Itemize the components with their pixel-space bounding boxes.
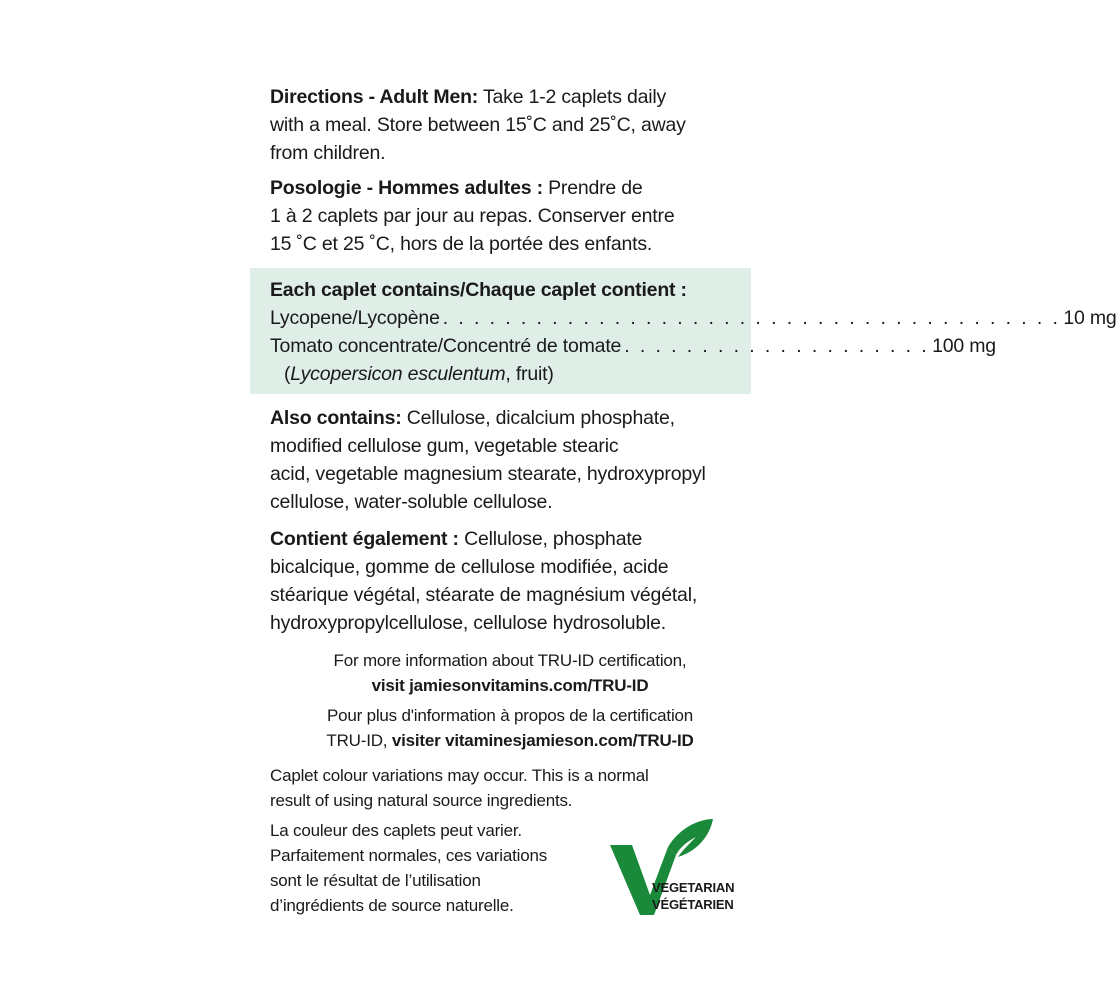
directions-text — [270, 83, 750, 167]
vegetarian-badge-en: VEGETARIAN — [652, 880, 735, 895]
posologie-text — [270, 174, 750, 258]
ingredient-source: (Lycopersicon esculentum, fruit) — [284, 363, 554, 385]
ingredient-row — [270, 304, 1117, 332]
caplet-note-english: Caplet colour variations may occur. This is a normal result of using natural source ingredients. — [270, 766, 649, 810]
contient-line-3: stéarique végétal, stéarate de magnésium végétal, — [270, 584, 698, 606]
posologie-line-2: 1 à 2 caplets par jour au repas. Conserver entre — [270, 205, 675, 227]
tru-id-fr-line: Pour plus d'information à propos de la certification — [326, 706, 694, 725]
ingredient-amount: 100 mg — [932, 335, 996, 357]
also-contains-line-2: modified cellulose gum, vegetable stearic — [270, 435, 619, 457]
ingredient-name: Tomato concentrate/Concentré de tomate — [270, 335, 622, 357]
vegetarian-badge-fr: VÉGÉTARIEN — [652, 897, 734, 912]
ingredients-header: Each caplet contains/Chaque caplet contient : — [270, 279, 687, 301]
posologie-line-3: 15 ˚C et 25 ˚C, hors de la portée des enfants. — [270, 233, 653, 255]
directions-line-1: Take 1-2 caplets daily — [478, 86, 667, 108]
also-contains-line-4: cellulose, water-soluble cellulose. — [270, 491, 553, 513]
tru-id-en-link[interactable]: visit jamiesonvitamins.com/TRU-ID — [371, 676, 649, 695]
tru-id-fr-link[interactable]: visiter vitaminesjamieson.com/TRU-ID — [391, 731, 694, 750]
contient-line-4: hydroxypropylcellulose, cellulose hydrosoluble. — [270, 612, 666, 634]
also-contains-line-3: acid, vegetable magnesium stearate, hydroxypropyl — [270, 463, 706, 485]
also-contains-line-1: Cellulose, dicalcium phosphate, — [401, 407, 675, 429]
tru-id-en-line: For more information about TRU-ID certification, — [333, 651, 687, 670]
also-contains-label: Also contains: — [270, 407, 402, 429]
ingredients-box — [250, 268, 1117, 394]
latin-name: Lycopersicon esculentum — [290, 363, 506, 385]
also-contains-text — [270, 404, 750, 516]
ingredient-row — [270, 332, 996, 360]
directions-line-3: from children. — [270, 142, 386, 164]
posologie-line-1: Prendre de — [542, 177, 643, 199]
tru-id-french — [250, 703, 770, 753]
ingredient-name: Lycopene/Lycopène — [270, 307, 440, 329]
posologie-label: Posologie - Hommes adultes : — [270, 177, 543, 199]
tru-id-english — [250, 648, 770, 698]
leader-dots: . . . . . . . . . . . . . . . . . . . . — [624, 335, 930, 357]
directions-line-2: with a meal. Store between 15˚C and 25˚C, away — [270, 114, 686, 136]
ingredient-amount: 10 mg — [1063, 307, 1117, 329]
tru-id-fr-prefix: TRU-ID, — [326, 731, 392, 750]
leader-dots: . . . . . . . . . . . . . . . . . . . . . . . . . . . . . . . . . . . . . . . . — [442, 307, 1061, 329]
contient-text — [270, 525, 750, 637]
directions-label: Directions - Adult Men: — [270, 86, 479, 108]
contient-line-1: Cellulose, phosphate — [458, 528, 643, 550]
caplet-note-french: La couleur des caplets peut varier. Parfaitement normales, ces variations sont le résultat de l’utilisation d’ingrédients de source naturelle. — [270, 821, 548, 915]
contient-line-2: bicalcique, gomme de cellulose modifiée, acide — [270, 556, 669, 578]
contient-label: Contient également : — [270, 528, 459, 550]
